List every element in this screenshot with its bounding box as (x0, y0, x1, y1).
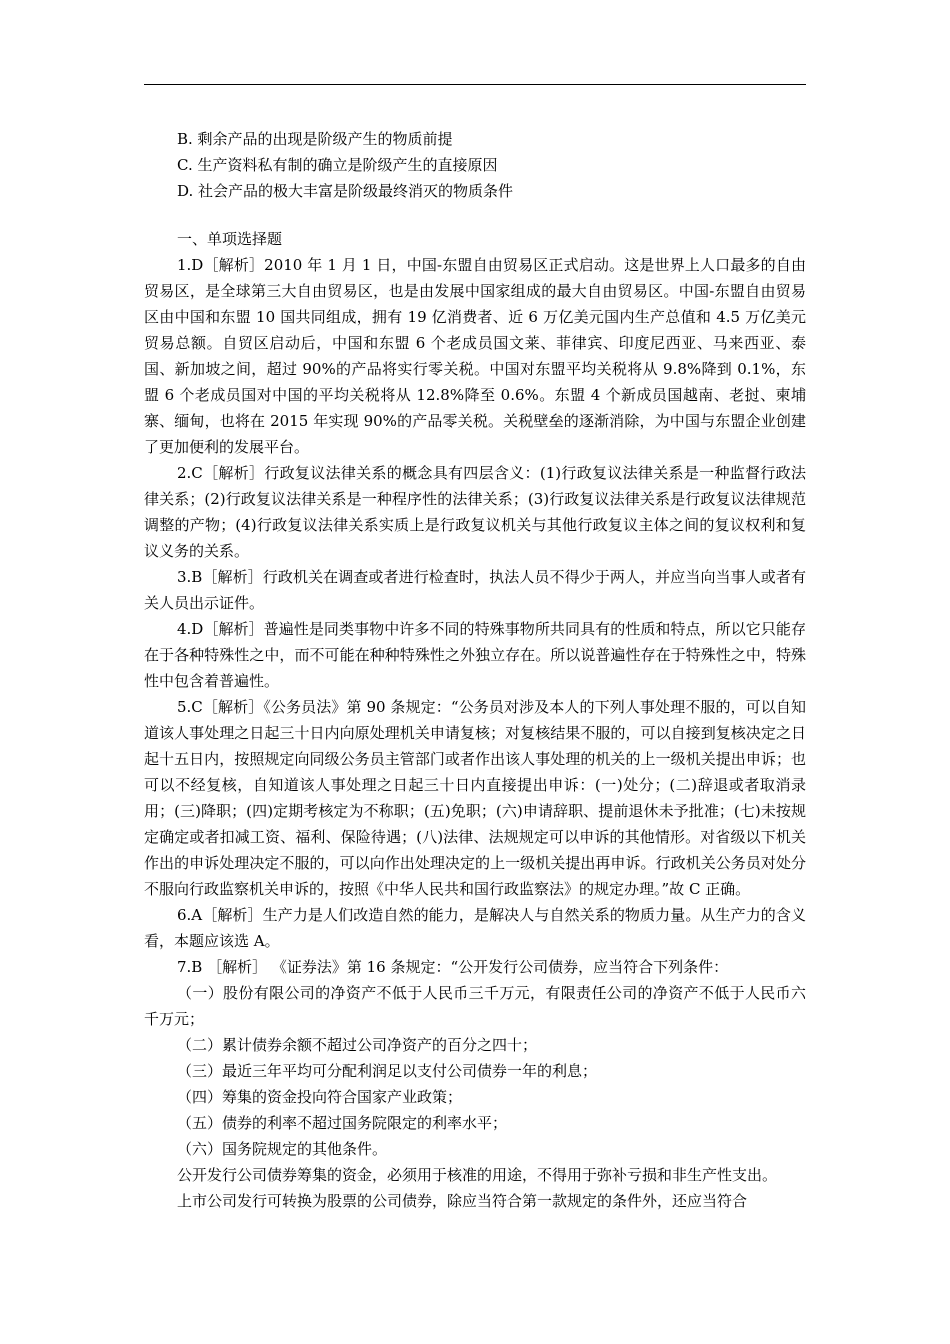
answer-1: 1.D［解析］2010 年 1 月 1 日，中国-东盟自由贸易区正式启动。这是世界上人口最多的自由贸易区，是全球第三大自由贸易区，也是由发展中国家组成的最大自由贸易区。中国-东盟自由贸易区由中国和东盟 10 国共同组成，拥有 19 亿消费者、近 6 万亿美元国内生产总值和 4.5 万亿美元贸易总额。自贸区启动后，中国和东盟 6 个老成员国文莱、菲律宾、印度尼西亚、马来西亚、泰国、新加坡之间，超过 90%的产品将实行零关税。中国对东盟平均关税将从 9.8%降到 0.1%，东盟 6 个老成员国对中国的平均关税将从 12.8%降至 0.6%。东盟 4 个新成员国越南、老挝、柬埔寨、缅甸，也将在 2015 年实现 90%的产品零关税。关税壁垒的逐渐消除，为中国与东盟企业创建了更加便利的发展平台。 (144, 256, 806, 456)
answer-5: 5.C［解析］《公务员法》第 90 条规定：“公务员对涉及本人的下列人事处理不服的，可以自知道该人事处理之日起三十日内向原处理机关申请复核；对复核结果不服的，可以自接到复核决定之日起十五日内，按照规定向同级公务员主管部门或者作出该人事处理的机关的上一级机关提出申诉；也可以不经复核，自知道该人事处理之日起三十日内直接提出申诉：(一)处分；(二)辞退或者取消录用；(三)降职；(四)定期考核定为不称职；(五)免职；(六)申请辞职、提前退休未予批准；(七)未按规定确定或者扣减工资、福利、保险待遇；(八)法律、法规规定可以申诉的其他情形。对省级以下机关作出的申诉处理决定不服的，可以向作出处理决定的上一级机关提出再申诉。行政机关公务员对处分不服向行政监察机关申诉的，按照《中华人民共和国行政监察法》的规定办理。”故 C 正确。 (144, 698, 806, 898)
condition-6: （六）国务院规定的其他条件。 (177, 1140, 388, 1158)
paragraph-convertible-bonds: 上市公司发行可转换为股票的公司债券，除应当符合第一款规定的条件外，还应当符合 (177, 1192, 748, 1210)
paragraph-funds-use: 公开发行公司债券筹集的资金，必须用于核准的用途，不得用于弥补亏损和非生产性支出。 (177, 1166, 778, 1184)
option-b: B. 剩余产品的出现是阶级产生的物质前提 (177, 130, 453, 148)
option-c: C. 生产资料私有制的确立是阶级产生的直接原因 (177, 156, 498, 174)
header-rule (144, 84, 806, 85)
condition-5: （五）债券的利率不超过国务院限定的利率水平； (177, 1114, 508, 1132)
answer-6: 6.A［解析］生产力是人们改造自然的能力，是解决人与自然关系的物质力量。从生产力的含义看，本题应该选 A。 (144, 906, 806, 950)
answer-7: 7.B ［解析］ 《证券法》第 16 条规定：“公开发行公司债券，应当符合下列条件： (177, 958, 729, 976)
condition-3: （三）最近三年平均可分配利润足以支付公司债券一年的利息； (177, 1062, 598, 1080)
option-d: D. 社会产品的极大丰富是阶级最终消灭的物质条件 (177, 182, 514, 200)
answer-2: 2.C［解析］行政复议法律关系的概念具有四层含义：(1)行政复议法律关系是一种监督行政法律关系；(2)行政复议法律关系是一种程序性的法律关系；(3)行政复议法律关系是行政复议法律规范调整的产物；(4)行政复议法律关系实质上是行政复议机关与其他行政复议主体之间的复议权利和复议义务的关系。 (144, 464, 806, 560)
answer-4: 4.D［解析］普遍性是同类事物中许多不同的特殊事物所共同具有的性质和特点，所以它只能存在于各种特殊性之中，而不可能在种种特殊性之外独立存在。所以说普遍性存在于特殊性之中，特殊性中包含着普遍性。 (144, 620, 806, 690)
condition-2: （二）累计债券余额不超过公司净资产的百分之四十； (177, 1036, 538, 1054)
option-list (177, 126, 817, 204)
section-title: 一、单项选择题 (177, 230, 283, 248)
condition-1: （一）股份有限公司的净资产不低于人民币三千万元，有限责任公司的净资产不低于人民币六千万元； (144, 984, 806, 1028)
answer-3: 3.B［解析］行政机关在调查或者进行检查时，执法人员不得少于两人，并应当向当事人或者有关人员出示证件。 (144, 568, 806, 612)
answer-section (144, 226, 806, 1214)
condition-4: （四）筹集的资金投向符合国家产业政策； (177, 1088, 463, 1106)
